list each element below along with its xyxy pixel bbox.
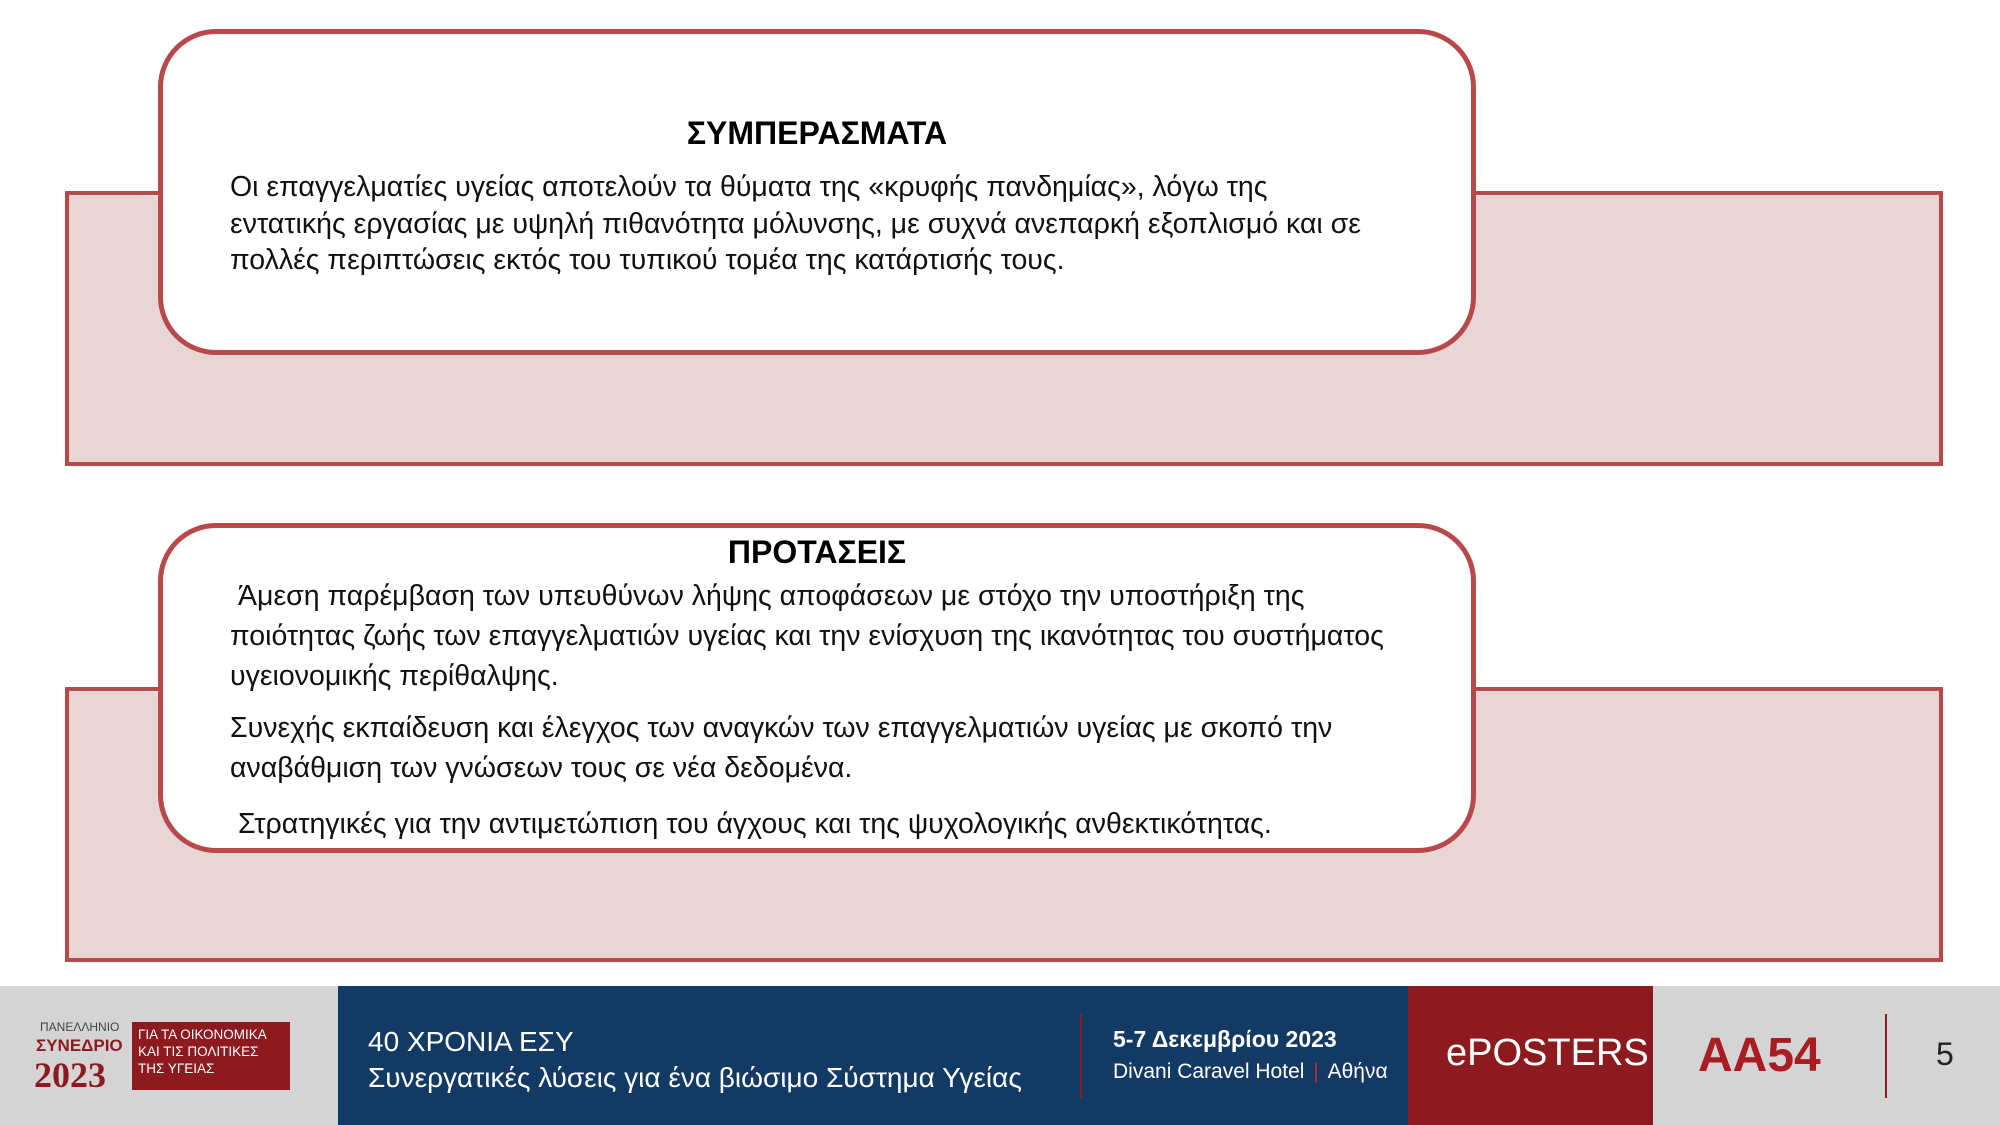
footer-title-block — [338, 986, 1408, 1125]
logo-line-2: ΣΥΝΕΔΡΙΟ — [36, 1036, 123, 1055]
logo-box-line-2: ΚΑΙ ΤΙΣ ΠΟΛΙΤΙΚΕΣ — [138, 1044, 259, 1059]
proposals-card — [158, 523, 1476, 853]
page-number: 5 — [1936, 1036, 1954, 1072]
logo-year: 2023 — [34, 1055, 106, 1095]
eposters-block — [1408, 986, 1653, 1125]
footer-divider — [1080, 1014, 1082, 1098]
logo-box-line-1: ΓΙΑ ΤΑ ΟΙΚΟΝΟΜΙΚΑ — [138, 1027, 267, 1042]
conclusions-title: ΣΥΜΠΕΡΑΣΜΑΤΑ — [686, 115, 948, 151]
proposals-text — [230, 576, 1391, 844]
footer-subheadline: Συνεργατικές λύσεις για ένα βιώσιμο Σύστημα Υγείας — [368, 1062, 1022, 1093]
proposal-item-2: Συνεχής εκπαίδευση και έλεγχος των αναγκών των επαγγελματιών υγείας με σκοπό την αναβάθμιση των γνώσεων τους σε νέα δεδομένα. — [230, 712, 1333, 784]
footer-city: Αθήνα — [1327, 1060, 1388, 1083]
footer-banner — [0, 986, 2000, 1125]
poster-code: AA54 — [1698, 1029, 1821, 1082]
footer-headline: 40 ΧΡΟΝΙΑ ΕΣΥ — [368, 1026, 574, 1057]
proposals-title: ΠΡΟΤΑΣΕΙΣ — [727, 534, 907, 570]
logo-line-1: ΠΑΝΕΛΛΗΝΙΟ — [40, 1020, 120, 1034]
poster-id-block — [1653, 986, 2000, 1125]
conclusions-text — [230, 169, 1391, 279]
conclusions-paragraph: Οι επαγγελματίες υγείας αποτελούν τα θύματα της «κρυφής πανδημίας», λόγω της εντατικής εργασίας με υψηλή πιθανότητα μόλυνσης, με συχνά ανεπαρκή εξοπλισμό και σε πολλές περιπτώσεις εκτός του τυπικού τομέα της κατάρτισής τους. — [230, 171, 1361, 276]
footer-venue-separator: | — [1313, 1060, 1319, 1083]
logo-box-line-3: ΤΗΣ ΥΓΕΙΑΣ — [138, 1061, 215, 1076]
proposal-item-3: Στρατηγικές για την αντιμετώπιση του άγχους και της ψυχολογικής ανθεκτικότητας. — [238, 808, 1272, 840]
eposters-label: ePOSTERS — [1446, 1032, 1649, 1074]
footer-dates: 5-7 Δεκεμβρίου 2023 — [1113, 1026, 1337, 1052]
footer-venue: Divani Caravel Hotel — [1113, 1060, 1305, 1083]
conclusions-card — [158, 29, 1476, 355]
logo-subtitle-box — [132, 1022, 290, 1090]
footer-venue-line — [1113, 1060, 1388, 1084]
poster-id-divider — [1885, 1014, 1887, 1098]
conference-logo — [0, 986, 338, 1125]
proposal-item-1: Άμεση παρέμβαση των υπευθύνων λήψης αποφάσεων με στόχο την υποστήριξη της ποιότητας ζωής των επαγγελματιών υγείας και την ενίσχυση της ικανότητας του συστήματος υγειονομικής περίθαλψης. — [230, 580, 1384, 692]
